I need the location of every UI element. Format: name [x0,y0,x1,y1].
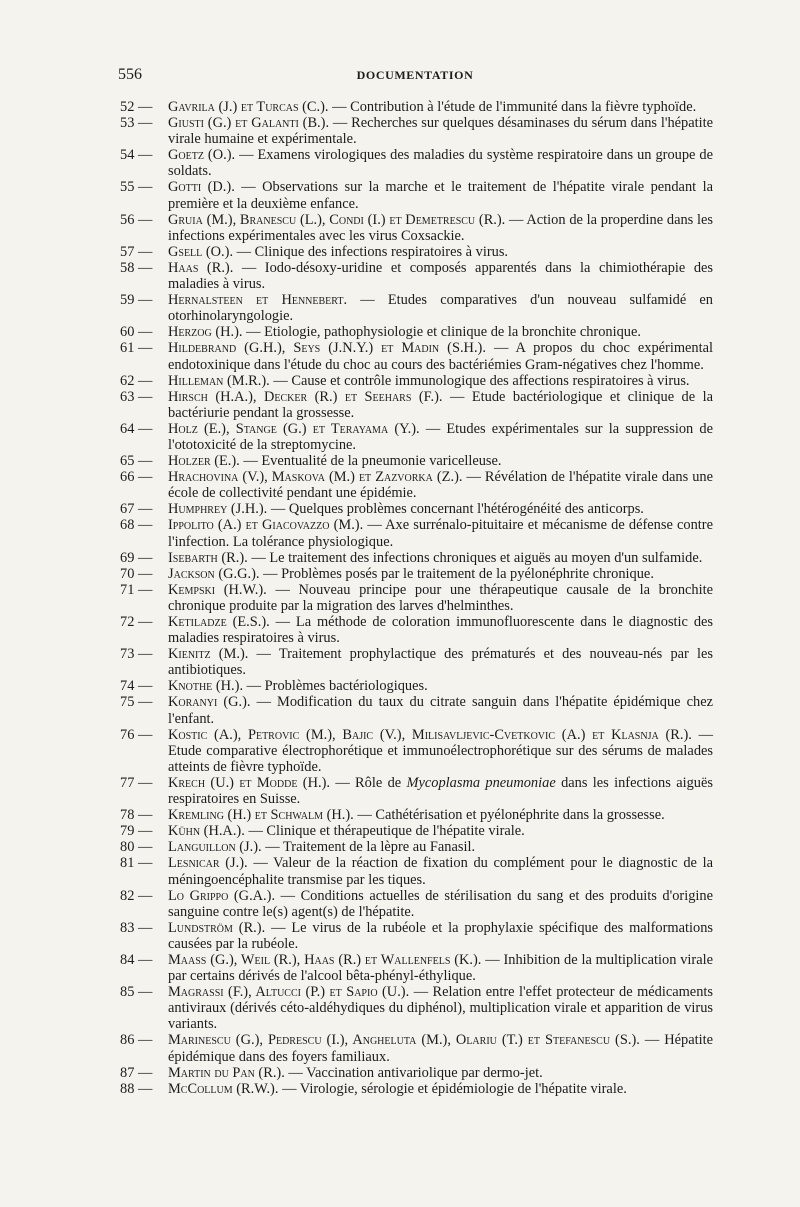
bibliography-entry [117,373,713,389]
entry-title: — Contribution à l'étude de l'immunité dans la fièvre typhoïde. [332,99,697,115]
bibliography-entry [117,212,713,244]
bibliography-list [117,99,713,1097]
entry-authors: Kremling (H.) et Schwalm (H.). [168,807,354,824]
entry-authors: Jackson (G.G.). [168,565,260,582]
entry-title: — Etiologie, pathophysiologie et clinique de la bronchite chronique. [246,324,641,341]
entry-number: 68 — [120,517,153,534]
entry-authors: Holzer (E.). [168,453,240,470]
entry-number: 88 — [120,1080,153,1097]
page-header [118,66,712,86]
entry-title: — Examens virologiques des maladies du système respiratoire dans un groupe de soldats. [168,147,713,180]
entry-number: 65 — [120,453,153,470]
page-number: 556 [118,66,142,83]
entry-number: 53 — [120,115,153,132]
entry-number: 72 — [120,614,153,630]
entry-title: — Etude comparative électrophorétique et immunoélectrophorétique sur des sérums de malades atteints de fièvre typhoïde. [168,726,713,775]
entry-number: 63 — [120,388,153,405]
bibliography-entry [117,260,713,292]
entry-number: 83 — [120,919,153,936]
entry-number: 82 — [120,887,153,904]
entry-number: 58 — [120,259,153,276]
entry-authors: Hildebrand (G.H.), Seys (J.N.Y.) et Madin (S.H.). [168,340,486,357]
entry-title: — Vaccination antivariolique par dermo-jet. [288,1064,543,1081]
bibliography-entry [117,292,713,324]
entry-authors: Ippolito (A.) et Giacovazzo (M.). [168,517,364,534]
entry-title: — Quelques problèmes concernant l'hétérogénéité des anticorps. [270,501,644,518]
bibliography-entry [117,244,713,260]
entry-authors: Languillon (J.). [168,839,262,856]
entry-authors: Kostic (A.), Petrovic (M.), Bajic (V.), Milisavljevic-Cvetkovic (A.) et Klasnja (R.). [168,726,692,743]
entry-title: — Révélation de l'hépatite virale dans une école de collectivité pendant une épidémie. [168,469,713,502]
entry-number: 85 — [120,984,153,1001]
entry-authors: Gruia (M.), Branescu (L.), Condi (I.) et Demetrescu (R.). [168,211,506,228]
entry-title: — Virologie, sérologie et épidémiologie de l'hépatite virale. [282,1080,627,1097]
entry-title: — Iodo-désoxy-uridine et composés apparentés dans la chimiothérapie des maladies à virus. [168,259,713,293]
entry-number: 84 — [120,951,153,968]
bibliography-entry [117,920,713,952]
entry-authors: Gsell (O.). [168,243,234,260]
entry-number: 67 — [120,501,153,518]
entry-number: 71 — [120,581,153,598]
bibliography-entry [117,179,713,211]
entry-number: 87 — [120,1064,153,1081]
entry-authors: Haas (R.). [168,259,234,276]
entry-title: — Observations sur la marche et le traitement de l'hépatite virale pendant la première et la deuxième enfance. [168,179,713,212]
entry-title: — Problèmes bactériologiques. [246,678,428,695]
entry-title: — Le traitement des infections chroniques et aiguës au moyen d'un sulfamide. [251,549,703,566]
entry-authors: Isebarth (R.). [168,549,248,566]
bibliography-entry [117,99,713,115]
bibliography-entry [117,324,713,340]
entry-number: 86 — [120,1032,153,1049]
bibliography-entry [117,147,713,179]
entry-authors: Marinescu (G.), Pedrescu (I.), Angheluta (M.), Olariu (T.) et Stefanescu (S.). [168,1032,640,1049]
bibliography-entry [117,550,713,566]
bibliography-entry [117,421,713,453]
entry-title: — Relation entre l'effet protecteur de médicaments antiviraux (dérivés céto-aldéhydiques du diphénol), multiplication virale et apparition de virus variants. [168,984,713,1033]
entry-number: 56 — [120,211,153,228]
entry-authors: Lesnicar (J.). [168,855,248,872]
bibliography-entry [117,727,713,775]
bibliography-entry [117,952,713,984]
bibliography-entry [117,646,713,678]
entry-title: — Etudes comparatives d'un nouveau sulfamidé en otorhinolaryngologie. [168,292,713,325]
entry-number: 52 — [120,99,153,115]
entry-authors: Giusti (G.) et Galanti (B.). [168,115,330,132]
entry-title: — Cause et contrôle immunologique des affections respiratoires à virus. [273,372,690,389]
entry-title: — Axe surrénalo-pituitaire et mécanisme de défense contre l'infection. La tolérance physiologique. [168,517,713,550]
entry-number: 81 — [120,855,153,872]
entry-title: — Problèmes posés par le traitement de la pyélonéphrite chronique. [263,565,654,582]
bibliography-entry [117,566,713,582]
entry-number: 75 — [120,694,153,711]
entry-title: — Traitement de la lèpre au Fanasil. [265,839,476,856]
entry-number: 55 — [120,179,153,196]
entry-title: — Rôle de [335,774,402,791]
entry-number: 78 — [120,807,153,824]
entry-number: 69 — [120,549,153,566]
entry-authors: Lo Grippo (G.A.). [168,887,276,904]
entry-title: — Inhibition de la multiplication virale par certains dérivés de l'alcool bêta-phényl-éthylique. [168,951,713,985]
bibliography-entry [117,453,713,469]
bibliography-entry [117,839,713,855]
entry-number: 74 — [120,678,153,695]
entry-authors: Ketiladze (E.S.). [168,614,270,630]
entry-authors: Kienitz (M.). [168,646,249,663]
entry-authors: Magrassi (F.), Altucci (P.) et Sapio (U.). [168,984,410,1001]
bibliography-entry [117,823,713,839]
bibliography-entry [117,678,713,694]
entry-title: — Etude bactériologique et clinique de la bactériurie pendant la grossesse. [168,388,713,421]
entry-title: — Le virus de la rubéole et la prophylaxie spécifique des malformations causées par la rubéole. [168,919,713,952]
bibliography-entry [117,1065,713,1081]
entry-authors: Humphrey (J.H.). [168,501,268,518]
entry-title: — Clinique et thérapeutique de l'hépatite virale. [248,823,525,840]
entry-authors: Hilleman (M.R.). [168,372,270,389]
entry-authors: Koranyi (G.). [168,694,251,711]
entry-number: 76 — [120,726,153,743]
entry-authors: Lundström (R.). [168,919,266,936]
entry-number: 80 — [120,839,153,856]
entry-authors: Martin du Pan (R.). [168,1064,285,1081]
bibliography-entry [117,1032,713,1064]
bibliography-entry [117,469,713,501]
bibliography-entry [117,775,713,807]
entry-title: — Etudes expérimentales sur la suppression de l'ototoxicité de la streptomycine. [168,420,713,453]
entry-authors: McCollum (R.W.). [168,1080,279,1097]
bibliography-entry [117,501,713,517]
entry-number: 54 — [120,147,153,164]
entry-authors: Maass (G.), Weil (R.), Haas (R.) et Wallenfels (K.). [168,951,482,968]
bibliography-entry [117,1081,713,1097]
entry-number: 59 — [120,292,153,309]
entry-title: — Action de la properdine dans les infections expérimentales avec les virus Coxsackie. [168,211,713,244]
running-title: DOCUMENTATION [356,68,474,82]
entry-title: — Valeur de la réaction de fixation du complément pour le diagnostic de la méningoencéphalite transmise par les tiques. [168,855,713,888]
bibliography-entry [117,614,713,646]
entry-title: — Cathétérisation et pyélonéphrite dans la grossesse. [357,807,665,824]
entry-authors: Kühn (H.A.). [168,823,245,840]
entry-number: 66 — [120,469,153,486]
entry-authors: Hirsch (H.A.), Decker (R.) et Seehars (F.). [168,388,443,405]
bibliography-entry [117,389,713,421]
entry-title: — Conditions actuelles de stérilisation du sang et des produits d'origine sanguine contre le(s) agent(s) de l'hépatite. [168,887,713,920]
bibliography-entry [117,582,713,614]
entry-title-italic: Mycoplasma pneumoniae [406,774,556,791]
entry-title: — A propos du choc expérimental endotoxinique dans l'étude du choc au cours des bactériémies Gram-négatives chez l'homme. [168,340,714,373]
bibliography-entry [117,855,713,887]
bibliography-entry [117,888,713,920]
bibliography-entry [117,807,713,823]
entry-number: 64 — [120,420,153,437]
entry-title: — Modification du taux du citrate sanguin dans l'hépatite épidémique chez l'enfant. [168,694,713,727]
entry-number: 62 — [120,372,153,389]
entry-authors: Goetz (O.). [168,147,236,164]
entry-authors: Gavrila (J.) et Turcas (C.). [168,99,329,115]
entry-number: 61 — [120,340,153,357]
entry-title: — La méthode de coloration immunofluorescente dans le diagnostic des maladies respiratoires à virus. [168,614,713,647]
entry-number: 70 — [120,565,153,582]
entry-authors: Herzog (H.). [168,324,243,341]
entry-authors: Hrachovina (V.), Maskova (M.) et Zazvorka (Z.). [168,469,463,486]
entry-authors: Holz (E.), Stange (G.) et Terayama (Y.). [168,420,420,437]
entry-number: 73 — [120,646,153,663]
entry-authors: Gotti (D.). [168,179,235,196]
entry-number: 79 — [120,823,153,840]
entry-authors: Knothe (H.). [168,678,244,695]
bibliography-entry [117,340,713,372]
entry-number: 57 — [120,243,153,260]
entry-title: — Clinique des infections respiratoires à virus. [236,243,509,260]
entry-authors: Kempski (H.W.). [168,581,267,598]
entry-title: — Nouveau principe pour une thérapeutique causale de la bronchite chronique produite par la migration des larves d'helminthes. [168,581,713,614]
entry-number: 60 — [120,324,153,341]
bibliography-entry [117,984,713,1032]
bibliography-entry [117,115,713,147]
entry-title: — Eventualité de la pneumonie varicelleuse. [243,453,502,470]
entry-authors: Hernalsteen et Hennebert. [168,292,348,309]
entry-title: — Recherches sur quelques désaminases du sérum dans l'hépatite virale humaine et expérimentale. [168,115,713,148]
entry-title-continued: dans les infections aiguës respiratoires en Suisse. [168,774,713,808]
entry-authors: Krech (U.) et Modde (H.). [168,774,330,791]
entry-number: 77 — [120,774,153,791]
bibliography-entry [117,517,713,549]
entry-title: — Hépatite épidémique dans des foyers familiaux. [168,1032,713,1065]
entry-title: — Traitement prophylactique des prématurés et des nouveau-nés par les antibiotiques. [168,646,713,679]
bibliography-entry [117,694,713,726]
